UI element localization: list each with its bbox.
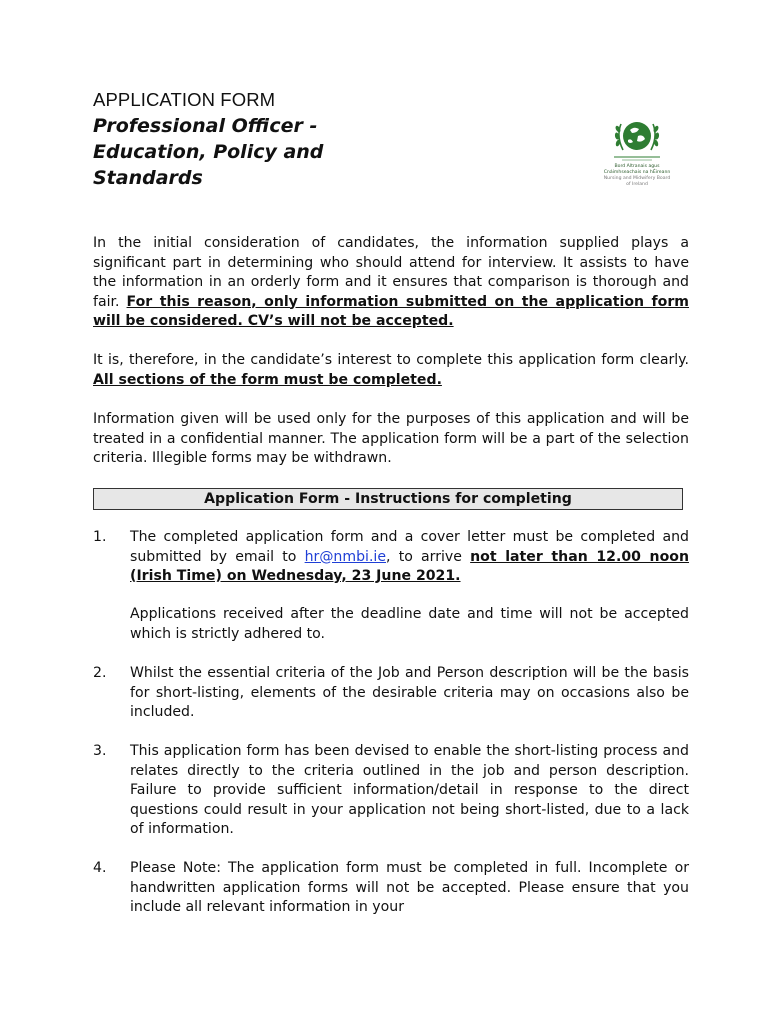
item-number: 3. bbox=[93, 743, 107, 759]
instruction-text-3: This application form has been devised to enable the short-listing process and relates directly to the criteria outlined in the job and person description. Failure to provide sufficient information/detail in response to the direct questions could result in your application not being short-listed, due to a lack of information. bbox=[130, 743, 689, 837]
intro-emphasis-1: For this reason, only information submitted on the application form will be considered. CV’s will not be accepted. bbox=[93, 293, 689, 329]
intro-paragraph-3: Information given will be used only for the purposes of this application and will be treated in a confidential manner. The application form will be a part of the selection criteria. Illegible forms may be withdrawn. bbox=[93, 411, 689, 466]
position-title bbox=[93, 113, 323, 191]
instruction-text-1 bbox=[130, 528, 689, 587]
logo-text-line-1: Bord Altranais agus bbox=[614, 164, 660, 169]
item-number: 1. bbox=[93, 529, 107, 545]
form-title: APPLICATION FORM bbox=[93, 89, 276, 110]
position-title-line-1: Professional Officer - bbox=[93, 115, 318, 137]
intro-paragraph-2 bbox=[93, 351, 689, 390]
item-number: 4. bbox=[93, 860, 107, 876]
instruction-text-2: Whilst the essential criteria of the Job and Person description will be the basis for short-listing, elements of the desirable criteria may on occasions also be included. bbox=[130, 665, 689, 720]
logo-text-line-4: of Ireland bbox=[626, 182, 648, 187]
intro-text-1: In the initial consideration of candidates, the information supplied plays a significant part in determining who should attend for interview. It assists to have the information in an orderly form and it ensures that comparison is thorough and fair. bbox=[93, 235, 689, 310]
position-title-line-3: Standards bbox=[93, 167, 203, 189]
nmbi-logo-icon bbox=[592, 112, 682, 198]
item-number: 2. bbox=[93, 665, 107, 681]
deadline-text: not later than 12.00 noon (Irish Time) on Wednesday, 23 June 2021. bbox=[130, 548, 689, 584]
deadline-note: Applications received after the deadline date and time will not be accepted which is strictly adhered to. bbox=[130, 606, 689, 642]
intro-text-2: It is, therefore, in the candidate’s interest to complete this application form clearly. bbox=[93, 352, 689, 368]
logo-wordmark bbox=[592, 164, 682, 188]
email-link[interactable]: hr@nmbi.ie bbox=[304, 548, 387, 565]
logo-text-line-2: Cnáimhseachais na hÉireann bbox=[603, 170, 671, 175]
logo-text-line-3: Nursing and Midwifery Board bbox=[603, 176, 671, 181]
instructions-heading: Application Form - Instructions for completing bbox=[93, 488, 683, 510]
item1-text-before: The completed application form and a cover letter must be completed and submitted by email to bbox=[130, 529, 689, 565]
intro-emphasis-2: All sections of the form must be completed. bbox=[93, 371, 442, 388]
position-title-line-2: Education, Policy and bbox=[93, 141, 324, 163]
intro-paragraph-1 bbox=[93, 234, 689, 332]
laurel-globe-icon bbox=[592, 112, 682, 164]
instruction-text-4: Please Note: The application form must be completed in full. Incomplete or handwritten application forms will not be accepted. Please ensure that you include all relevant information in your bbox=[130, 860, 689, 915]
item1-text-mid: , to arrive bbox=[386, 548, 471, 565]
